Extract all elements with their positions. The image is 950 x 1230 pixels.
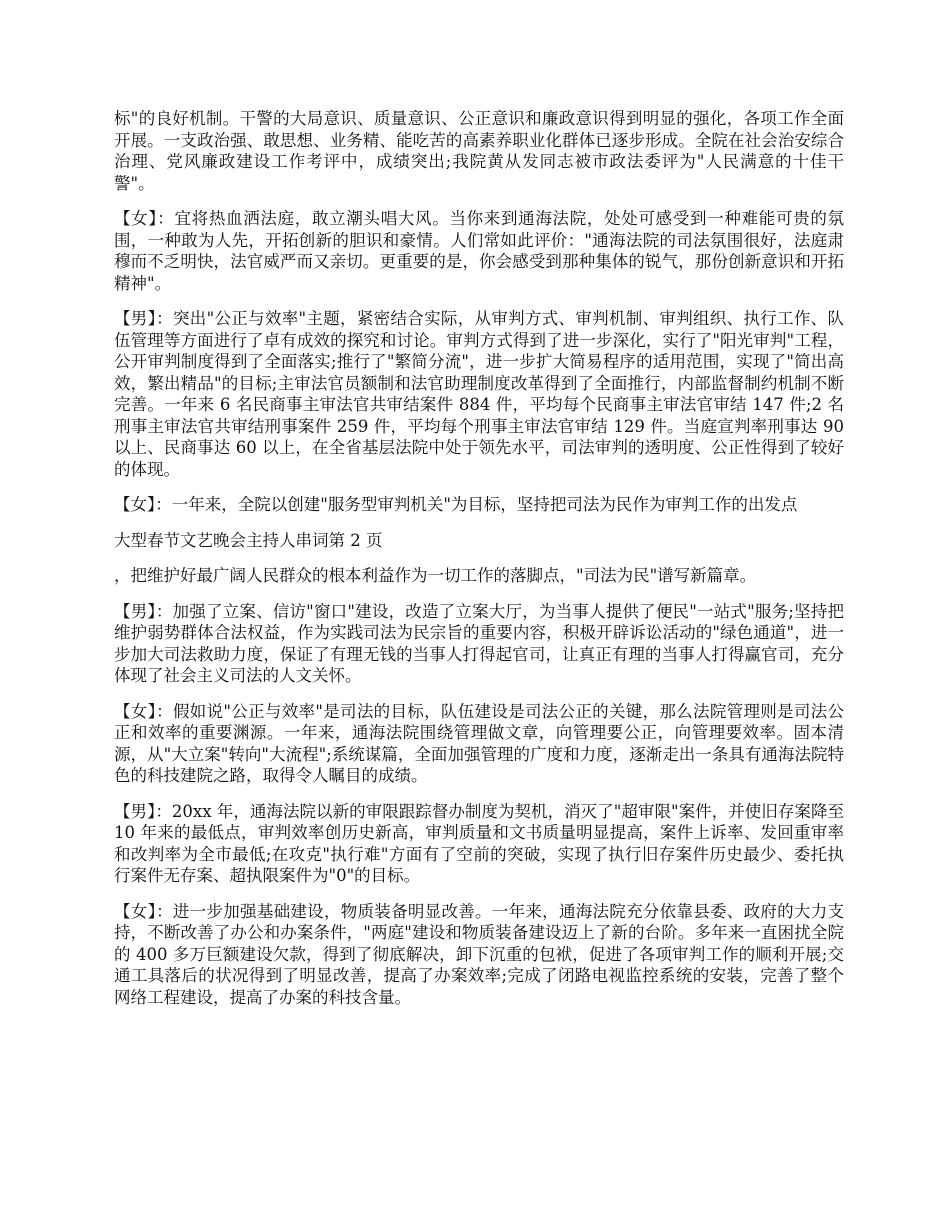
paragraph-7: 【女】：假如说"公正与效率"是司法的目标，队伍建设是司法公正的关键，那么法院管理则是司法公正和效率的重要渊源。一年来，通海法院围绕管理做文章，向管理要公正，向管理要效率。固本清源，从"大立案"转向"大流程";系统谋篇，全面加强管理的广度和力度，逐渐走出一条具有通海法院特色的科技建院之路，取得令人瞩目的成绩。 (114, 701, 844, 785)
paragraph-9: 【女】：进一步加强基础建设，物质装备明显改善。一年来，通海法院充分依靠县委、政府的大力支持，不断改善了办公和办案条件，"两庭"建设和物质装备建设迈上了新的台阶。多年来一直困扰全院的 400 多万巨额建设欠款，得到了彻底解决，卸下沉重的包袱，促进了各项审判工作的顺利开展;交通工具落后的状况得到了明显改善，提高了办案效率;完成了闭路电视监控系统的安装，完善了整个网络工程建设，提高了办案的科技含量。 (114, 901, 844, 1007)
paragraph-1: 标"的良好机制。干警的大局意识、质量意识、公正意识和廉政意识得到明显的强化，各项工作全面开展。一支政治强、敢思想、业务精、能吃苦的高素养职业化群体已逐步形成。全院在社会治安综合治理、党风廉政建设工作考评中，成绩突出;我院黄从发同志被市政法委评为"人民满意的十佳干警"。 (114, 109, 844, 193)
paragraph-3: 【男】：突出"公正与效率"主题，紧密结合实际，从审判方式、审判机制、审判组织、执行工作、队伍管理等方面进行了卓有成效的探究和讨论。审判方式得到了进一步深化，实行了"阳光审判"工程，公开审判制度得到了全面落实;推行了"繁简分流"，进一步扩大简易程序的适用范围，实现了"简出高效，繁出精品"的目标;主审法官员额制和法官助理制度改革得到了全面推行，内部监督制约机制不断完善。一年来 6 名民商事主审法官共审结案件 884 件，平均每个民商事主审法官审结 147 件;2 名刑事主审法官共审结刑事案件 259 件，平均每个刑事主审法官审结 129 件。当庭宣判率刑事达 90 以上、民商事达 60 以上，在全省基层法院中处于领先水平，司法审判的透明度、公正性得到了较好的体现。 (114, 309, 844, 479)
paragraph-6: 【男】：加强了立案、信访"窗口"建设，改造了立案大厅，为当事人提供了便民"一站式"服务;坚持把维护弱势群体合法权益，作为实践司法为民宗旨的重要内容，积极开辟诉讼活动的"绿色通道"，进一步加大司法救助力度，保证了有理无钱的当事人打得起官司，让真正有理的当事人打得赢官司，充分体现了社会主义司法的人文关怀。 (114, 601, 844, 685)
paragraph-5: ，把维护好最广阔人民群众的根本利益作为一切工作的落脚点，"司法为民"谱写新篇章。 (114, 566, 757, 585)
page-label: 大型春节文艺晚会主持人串词第 2 页 (114, 530, 383, 550)
paragraph-4: 【女】：一年来，全院以创建"服务型审判机关"为目标，坚持把司法为民作为审判工作的出发点 (114, 495, 798, 514)
paragraph-8: 【男】：20xx 年，通海法院以新的审限跟踪督办制度为契机，消灭了"超审限"案件，并使旧存案降至 10 年来的最低点，审判效率创历史新高，审判质量和文书质量明显提高，案件上诉率、发回重审率和改判率为全市最低;在攻克"执行难"方面有了空前的突破，实现了执行旧存案件历史最少、委托执行案件无存案、超执限案件为"0"的目标。 (114, 801, 844, 885)
document-page (114, 108, 844, 1022)
paragraph-2: 【女】：宜将热血洒法庭，敢立潮头唱大风。当你来到通海法院，处处可感受到一种难能可贵的氛围，一种敢为人先，开拓创新的胆识和豪情。人们常如此评价："通海法院的司法氛围很好，法庭肃穆而不乏明快，法官威严而又亲切。更重要的是，你会感受到那种集体的锐气，那份创新意识和开拓精神"。 (114, 209, 844, 293)
